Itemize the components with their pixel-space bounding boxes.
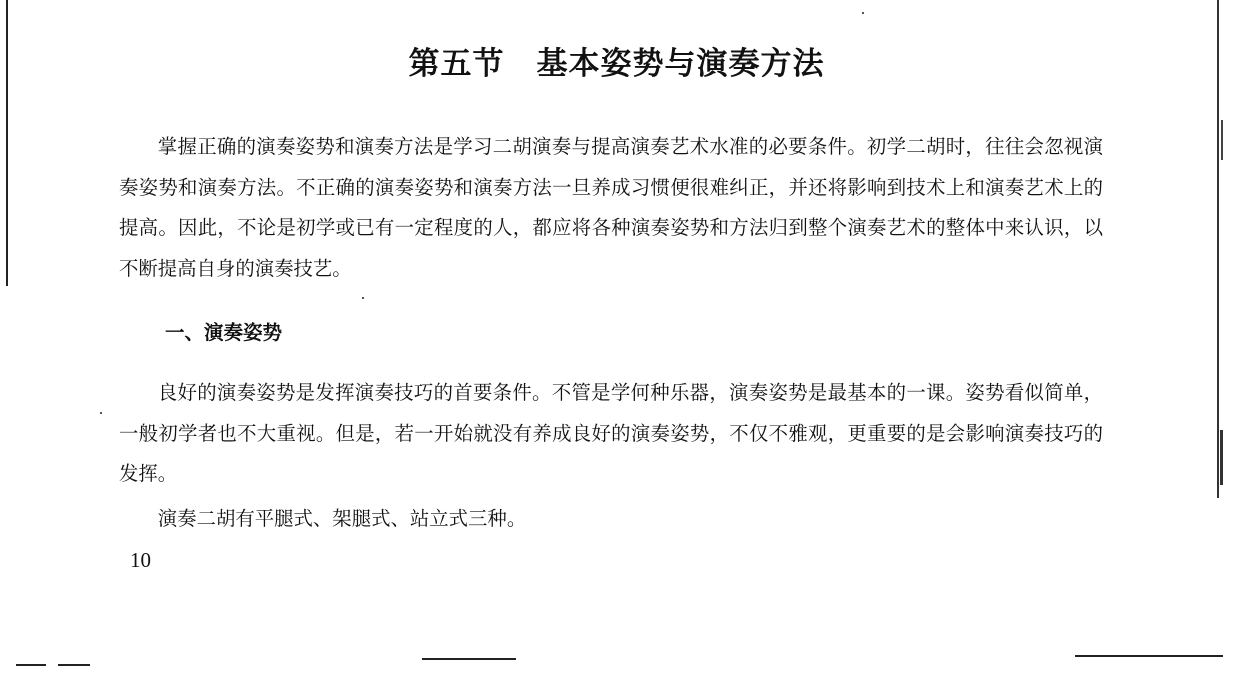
intro-paragraph: 掌握正确的演奏姿势和演奏方法是学习二胡演奏与提高演奏艺术水准的必要条件。初学二胡时，往往会忽视演奏姿势和演奏方法。不正确的演奏姿势和演奏方法一旦养成习惯便很难纠正，并还将影响到技术上和演奏艺术上的提高。因此，不论是初学或已有一定程度的人，都应将各种演奏姿势和方法归到整个演奏艺术的整体中来认识，以不断提高自身的演奏技艺。 <box>119 135 1103 280</box>
scan-edge-left <box>6 0 8 286</box>
page-number: 10 <box>130 548 151 572</box>
scan-mark-bottom-left-2 <box>58 664 90 666</box>
scan-speck <box>862 12 864 14</box>
scan-speck <box>362 297 364 299</box>
scan-edge-right-mark-lower <box>1220 430 1223 485</box>
scan-mark-bottom-left <box>16 664 46 666</box>
scan-edge-right <box>1217 0 1219 498</box>
scan-mark-bottom-right <box>1075 655 1223 657</box>
posture-paragraph: 良好的演奏姿势是发挥演奏技巧的首要条件。不管是学何种乐器，演奏姿势是最基本的一课。姿势看似简单，一般初学者也不大重视。但是，若一开始就没有养成良好的演奏姿势，不仅不雅观，更重要的是会影响演奏技巧的发挥。 <box>119 381 1103 485</box>
section-title: 第五节 基本姿势与演奏方法 <box>408 46 825 82</box>
scan-speck <box>100 412 102 414</box>
scan-mark-bottom-center <box>422 658 516 660</box>
scan-edge-right-mark <box>1221 120 1223 160</box>
subsection-heading: 一、演奏姿势 <box>165 321 283 344</box>
closing-paragraph: 演奏二胡有平腿式、架腿式、站立式三种。 <box>157 507 527 530</box>
